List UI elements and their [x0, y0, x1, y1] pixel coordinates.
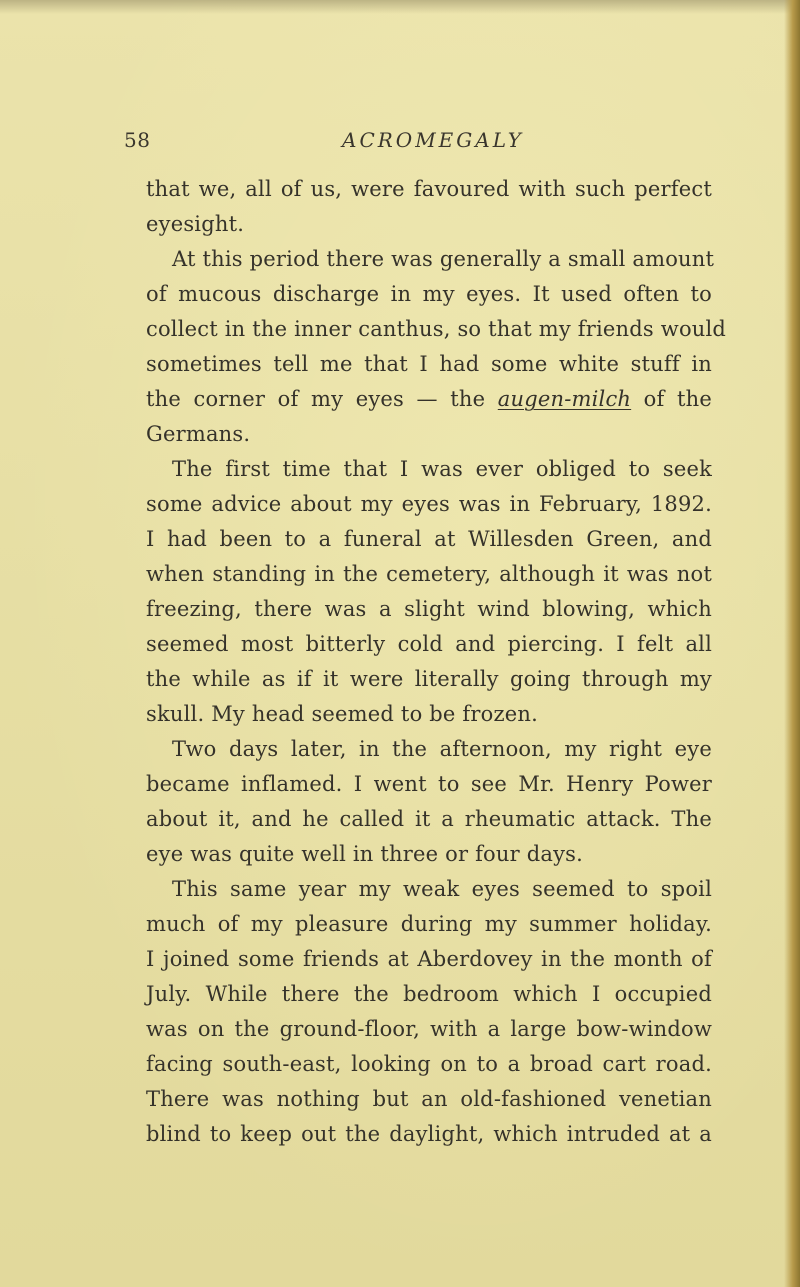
text-line: eyesight.: [146, 212, 245, 236]
top-edge-shadow: [0, 0, 800, 14]
text-line: facing south-east, looking on to a broad cart road.: [146, 1052, 712, 1076]
text-line: collect in the inner canthus, so that my friends would: [146, 317, 727, 341]
text-line: freezing, there was a slight wind blowing, which: [146, 597, 712, 621]
text-line: At this period there was generally a small amount: [172, 247, 715, 271]
running-header: [124, 128, 644, 158]
text-line: I joined some friends at Aberdovey in the month of: [146, 947, 712, 971]
page-right-edge: [784, 0, 800, 1287]
page-number: 58: [124, 128, 151, 152]
text-line: The first time that I was ever obliged to seek: [172, 457, 712, 481]
text-line: became inflamed. I went to see Mr. Henry Power: [146, 772, 712, 796]
text-line: sometimes tell me that I had some white stuff in: [146, 352, 712, 376]
text-line: Germans.: [146, 422, 251, 446]
text-line: when standing in the cemetery, although it was not: [146, 562, 712, 586]
text-span: of the: [631, 387, 713, 411]
text-line: This same year my weak eyes seemed to spoil: [172, 877, 712, 901]
text-line: July. While there the bedroom which I occupied: [146, 982, 712, 1006]
body-text: [146, 172, 727, 1152]
text-line: skull. My head seemed to be frozen.: [146, 702, 538, 726]
running-title: ACROMEGALY: [342, 128, 524, 152]
text-line: some advice about my eyes was in February, 1892.: [146, 492, 712, 516]
text-line: blind to keep out the daylight, which intruded at a: [146, 1122, 712, 1146]
text-line: seemed most bitterly cold and piercing. I felt all: [146, 632, 712, 656]
text-line: Two days later, in the afternoon, my right eye: [172, 737, 712, 761]
text-line: eye was quite well in three or four days.: [146, 842, 584, 866]
text-line: I had been to a funeral at Willesden Green, and: [146, 527, 712, 551]
text-line: about it, and he called it a rheumatic attack. The: [146, 807, 712, 831]
text-line: that we, all of us, were favoured with such perfect: [146, 177, 712, 201]
text-line: the while as if it were literally going through my: [146, 667, 712, 691]
text-line: of mucous discharge in my eyes. It used often to: [146, 282, 712, 306]
text-line: [146, 382, 712, 417]
text-line: There was nothing but an old-fashioned venetian: [146, 1087, 712, 1111]
text-line: was on the ground-floor, with a large bow-window: [146, 1017, 712, 1041]
text-line: much of my pleasure during my summer holiday.: [146, 912, 712, 936]
italic-term: augen-milch: [497, 387, 632, 411]
text-span: the corner of my eyes — the: [146, 387, 498, 411]
